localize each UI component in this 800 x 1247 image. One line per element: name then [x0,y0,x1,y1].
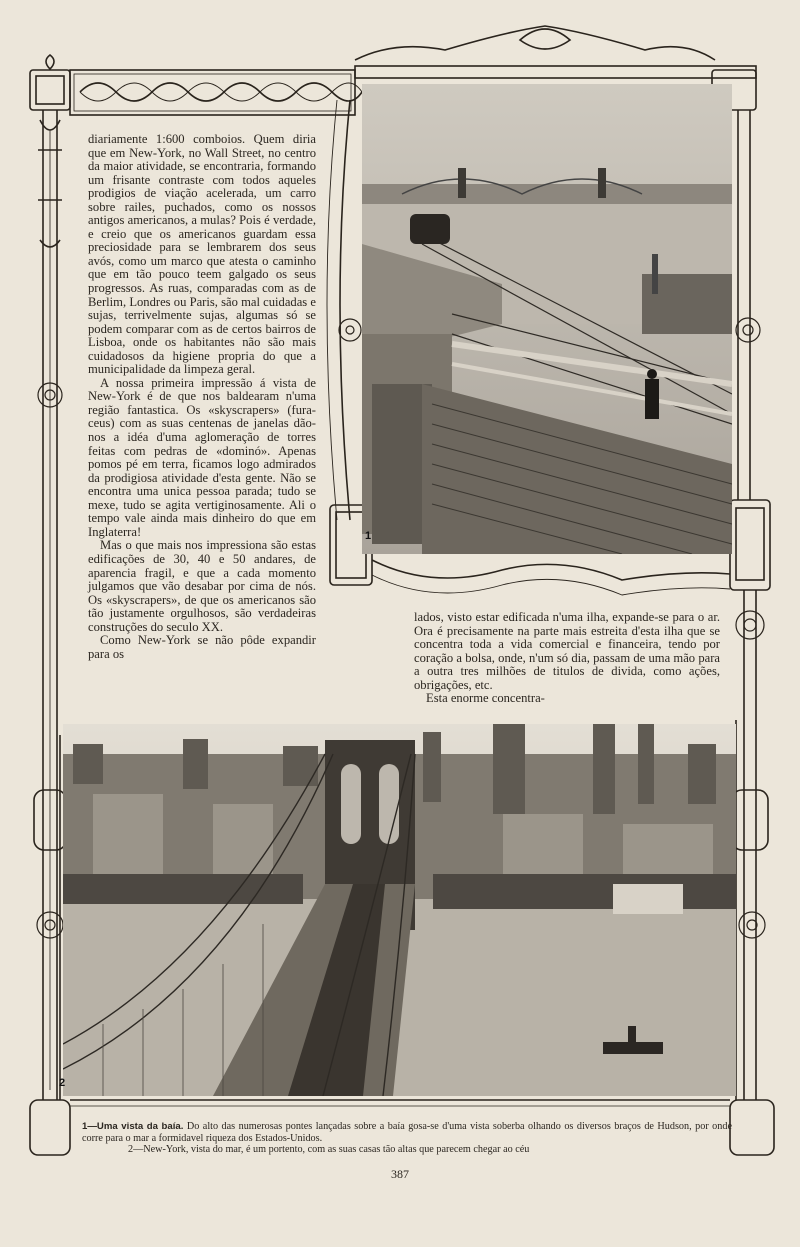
paragraph: Esta enorme concentra- [426,691,545,706]
column-right [414,611,720,706]
plate-number-2: 2 [59,1077,66,1089]
plate-number-1: 1 [365,530,372,542]
photo-caption [82,1121,732,1156]
photo-brooklyn-bridge [63,724,736,1096]
paragraph: A nossa primeira impressão á vista de New-York é de que nos baldearam n'uma região fantastica. Os «skyscrapers» (fura-ceus) com as suas centenas de janelas dão-nos a idéa d'uma aglomeração de torres feitas com pedras de «dominó». Apenas pomos pé em terra, ficamos logo admirados da prodigiosa atividade d'esta gente. Não se encontra uma unica pessoa parada; tudo se mexe, tudo se agita vertiginosamente. Ali o tempo vale ainda mais dinheiro do que em Inglaterra! [88,375,316,539]
paragraph: diariamente 1:600 comboios. Quem diria que em New-York, no Wall Street, no centro da maior atividade, se encontraria, formando um frisante contraste com todos aqueles prodigios de viação acelerada, um carro sobre railes, puchados, como os nossos antigos americanos, a mulas? Pois é verdade, e creio que os americanos guardam essa preciosidade para se lembrarem dos seus avós, como um marco que atesta o caminho que em tão pouco teem galgado os seus progressos. As ruas, comparadas com as de Berlim, Londres ou Paris, são mal cuidadas e sujas, terrivelmente sujas, algumas só se podem comparar com as de certos bairros de Lisboa, onde os habitantes não são mais cuidadosos da higiene propria do que a municipalidade da limpeza geral. [88,132,316,377]
caption-text-2: 2—New-York, vista do mar, é um portento, com as suas casas tão altas que parecem chegar ao céu [128,1144,530,1156]
caption-text-1: Do alto das numerosas pontes lançadas sobre a baía gosa-se d'uma vista soberba olhando os diversos braços de Hudson, por onde corre para o mar a formidavel riqueza dos Estados-Unidos. [82,1121,732,1144]
paragraph: Mas o que mais nos impressiona são estas edificações de 30, 40 e 50 andares, de aparencia fragil, e que a cada momento julgamos que vão desabar por cima de nós. Os «skyscrapers», de que os americanos são tão justamente orgulhosos, são verdadeiras construções do seculo XX. [88,538,316,634]
caption-lead: 1—Uma vista da baía. [82,1121,184,1132]
paragraph: Como New-York se não pôde expandir para os [88,633,316,661]
photo-bridge-tower [362,84,732,554]
column-left [88,133,316,661]
page-number: 387 [391,1167,409,1181]
paragraph: lados, visto estar edificada n'uma ilha, expande-se para o ar. Ora é precisamente na parte mais estreita d'esta ilha que se concentra toda a vida comercial e financeira, tendo por coração a bolsa, onde, n'um só dia, passam de uma mão para a outra tres milhões de titulos de divida, como ações, obrigações, etc. [414,610,720,692]
